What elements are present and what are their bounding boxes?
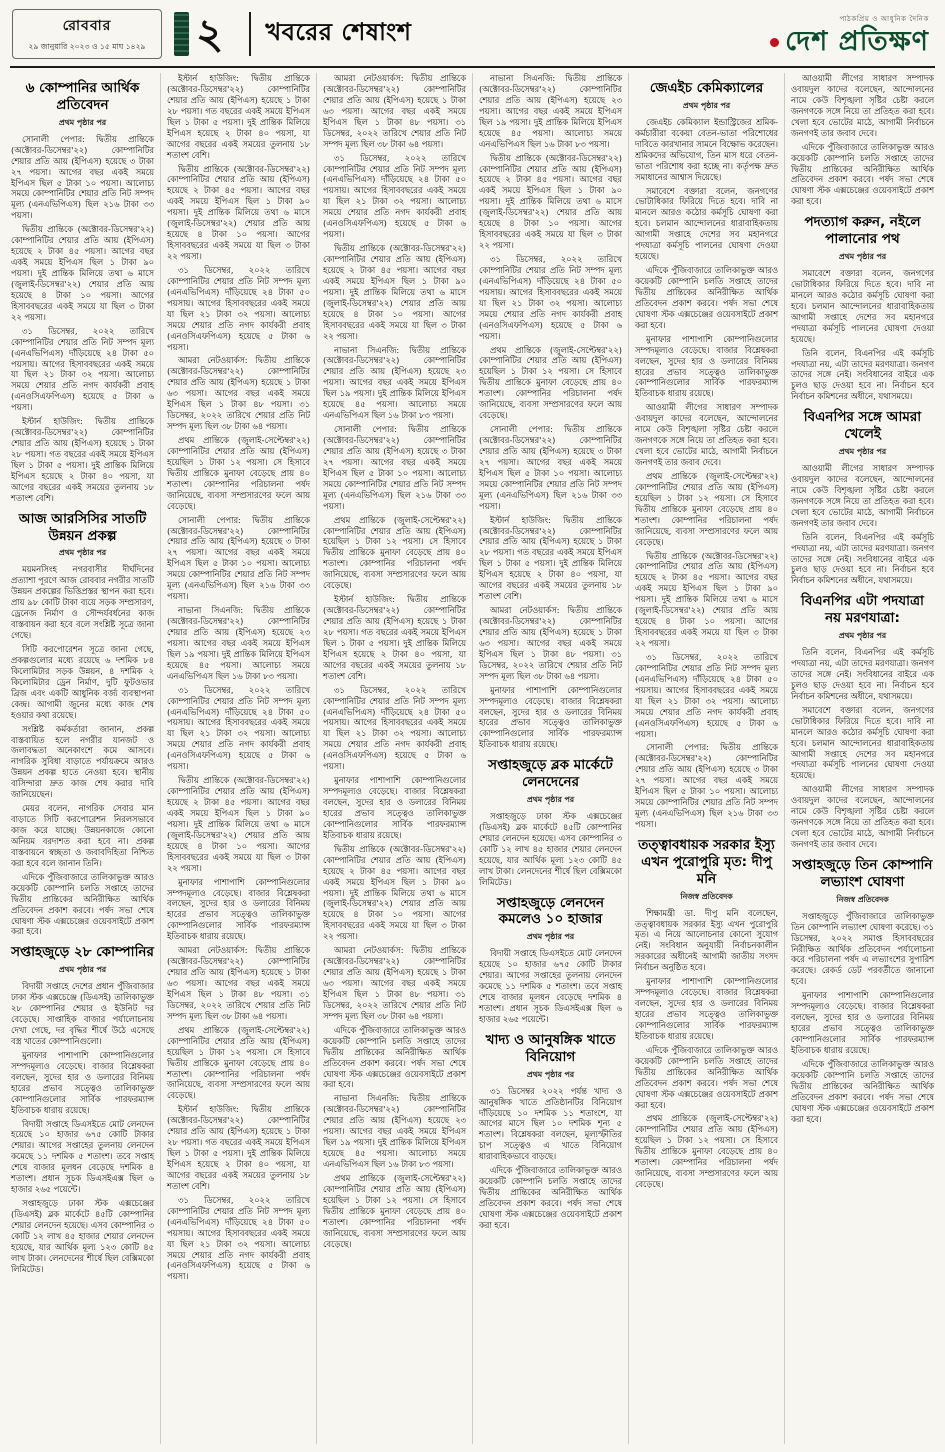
newspaper-logo	[770, 14, 933, 55]
paper-name-wrap	[770, 25, 929, 57]
body-paragraph: ৩১ ডিসেম্বর, ২০২২ তারিখে কোম্পানিটির শেয়ার প্রতি নিট সম্পদ মূল্য (এনএভিপিএস) দাঁড়িয়েছে ২৪ টাকা ৫০ পয়সায়। আগের হিসাববছরের একই সময়ে যা ছিল ২১ টাকা ৩২ পয়সা। আলোচ্য সময়ে শেয়ার প্রতি নগদ কার্যকরী প্রবাহ (এনওসিএফপিএস) হয়েছে ৫ টাকা ৬ পয়সা।	[167, 1194, 310, 1282]
body-paragraph: নাভানা সিএনজি: দ্বিতীয় প্রান্তিকে (অক্টোবর-ডিসেম্বর'২২) কোম্পানিটির শেয়ার প্রতি আয় (ইপিএস) হয়েছে ২৩ পয়সা। আগের বছর একই সময়ে ইপিএস ছিল ১৯ পয়সা। দুই প্রান্তিক মিলিয়ে ইপিএস হয়েছে ৪৫ পয়সা। আলোচ্য সময়ে এনএভিপিএস ছিল ১৬ টাকা ৮৩ পয়সা।	[479, 73, 622, 149]
continued-from-label: প্রথম পৃষ্ঠার পর	[58, 548, 107, 558]
body-paragraph: দ্বিতীয় প্রান্তিকে (অক্টোবর-ডিসেম্বর'২২) কোম্পানিটির শেয়ার প্রতি আয় (ইপিএস) হয়েছে ২ টাকা ৪৫ পয়সা। আগের বছর একই সময়ে ইপিএস ছিল ১ টাকা ৯০ পয়সা। দুই প্রান্তিক মিলিয়ে তথা ৬ মাসে (জুলাই-ডিসেম্বর'২২) শেয়ার প্রতি আয় হয়েছে ৪ টাকা ১০ পয়সা। আগের হিসাববছরের একই সময়ে যা ছিল ৩ টাকা ২২ পয়সা।	[11, 224, 154, 322]
news-column-1	[10, 73, 161, 1444]
body-paragraph: দ্বিতীয় প্রান্তিকে (অক্টোবর-ডিসেম্বর'২২) কোম্পানিটির শেয়ার প্রতি আয় (ইপিএস) হয়েছে ২ টাকা ৪৫ পয়সা। আগের বছর একই সময়ে ইপিএস ছিল ১ টাকা ৯০ পয়সা। দুই প্রান্তিক মিলিয়ে তথা ৬ মাসে (জুলাই-ডিসেম্বর'২২) শেয়ার প্রতি আয় হয়েছে ৪ টাকা ১০ পয়সা। আগের হিসাববছরের একই সময়ে যা ছিল ৩ টাকা ২২ পয়সা।	[167, 775, 310, 873]
body-paragraph: ময়মনসিংহ নগরবাসীর দীর্ঘদিনের প্রত্যাশা পূরণে আজ রোববার নগরীর সাতটি উন্নয়ন প্রকল্পের ভিত্তিপ্রস্তর স্থাপন করা হবে। প্রায় ৯৮ কোটি টাকা ব্যয়ে সড়ক সম্প্রসারণ, ড্রেনেজ নির্মাণ ও সৌন্দর্যবর্ধনের কাজ বাস্তবায়ন করা হবে বলে সংশ্লিষ্ট সূত্রে জানা গেছে।	[11, 564, 154, 641]
body-paragraph: নাভানা সিএনজি: দ্বিতীয় প্রান্তিকে (অক্টোবর-ডিসেম্বর'২২) কোম্পানিটির শেয়ার প্রতি আয় (ইপিএস) হয়েছে ২৩ পয়সা। আগের বছর একই সময়ে ইপিএস ছিল ১৯ পয়সা। দুই প্রান্তিক মিলিয়ে ইপিএস হয়েছে ৪৫ পয়সা। আলোচ্য সময়ে এনএভিপিএস ছিল ১৬ টাকা ৮৩ পয়সা।	[323, 344, 466, 421]
article-headline: পদত্যাগ করুন, নইলে পালানোর পথ	[804, 214, 921, 248]
body-paragraph: আমরা নেটওয়ার্কস: দ্বিতীয় প্রান্তিকে (অক্টোবর-ডিসেম্বর'২২) কোম্পানিটির শেয়ার প্রতি আয় (ইপিএস) হয়েছে ১ টাকা ৬৩ পয়সা। আগের বছর একই সময়ে ইপিএস ছিল ১ টাকা ৪৮ পয়সা। ৩১ ডিসেম্বর, ২০২২ তারিখে শেয়ার প্রতি নিট সম্পদ মূল্য ছিল ৩৮ টাকা ৬৪ পয়সা।	[323, 73, 466, 149]
body-paragraph: মুনাফার পাশাপাশি কোম্পানিগুলোর সম্পদমূল্যও বেড়েছে। বাজার বিশ্লেষকরা বলছেন, সুদের হার ও ডলারের বিনিময় হারের প্রভাব সত্ত্বেও তালিকাভুক্ত কোম্পানিগুলোর সার্বিক পারফরম্যান্স ইতিবাচক ধারায় রয়েছে।	[323, 775, 466, 840]
body-paragraph: সপ্তাহজুড়ে ঢাকা স্টক এক্সচেঞ্জের (ডিএসই) ব্লক মার্কেটে ৪৫টি কোম্পানির শেয়ার লেনদেন হয়েছে। এসব কোম্পানির ৩ কোটি ১২ লাখ ৪৫ হাজার শেয়ার লেনদেন হয়েছে, যার আর্থিক মূল্য ১২৩ কোটি ৪৫ লাখ টাকা। লেনদেনের শীর্ষে ছিল বেক্সিমকো লিমিটেড।	[479, 811, 622, 887]
body-paragraph: ৩১ ডিসেম্বর ২০২২ পর্যন্ত খাদ্য ও আনুষঙ্গিক খাতে প্রতিষ্ঠানটির বিনিয়োগ দাঁড়িয়েছে ১০ দশমিক ১১ শতাংশে, যা আগের মাসে ছিল ১০ দশমিক শূন্য ৫ শতাংশ। বিশ্লেষকরা বলছেন, মূল্যস্ফীতির চাপ সত্ত্বেও এ খাতে বিনিয়োগ ধারাবাহিকভাবে বাড়ছে।	[479, 1085, 622, 1162]
body-paragraph: আমরা নেটওয়ার্কস: দ্বিতীয় প্রান্তিকে (অক্টোবর-ডিসেম্বর'২২) কোম্পানিটির শেয়ার প্রতি আয় (ইপিএস) হয়েছে ১ টাকা ৬৩ পয়সা। আগের বছর একই সময়ে ইপিএস ছিল ১ টাকা ৪৮ পয়সা। ৩১ ডিসেম্বর, ২০২২ তারিখে শেয়ার প্রতি নিট সম্পদ মূল্য ছিল ৩৮ টাকা ৬৪ পয়সা।	[479, 605, 622, 681]
body-paragraph: ৩১ ডিসেম্বর, ২০২২ তারিখে কোম্পানিটির শেয়ার প্রতি নিট সম্পদ মূল্য (এনএভিপিএস) দাঁড়িয়েছে ২৪ টাকা ৫০ পয়সায়। আগের হিসাববছরের একই সময়ে যা ছিল ২১ টাকা ৩২ পয়সা। আলোচ্য সময়ে শেয়ার প্রতি নগদ কার্যকরী প্রবাহ (এনওসিএফপিএস) হয়েছে ৫ টাকা ৬ পয়সা।	[167, 684, 310, 772]
masthead-divider	[249, 12, 251, 56]
body-paragraph: এদিকে পুঁজিবাজারে তালিকাভুক্ত আরও কয়েকটি কোম্পানি চলতি সপ্তাহে তাদের দ্বিতীয় প্রান্তিকের অনিরীক্ষিত আর্থিক প্রতিবেদন প্রকাশ করবে। পর্ষদ সভা শেষে ঘোষণা স্টক এক্সচেঞ্জের ওয়েবসাইটে প্রকাশ করা হবে।	[635, 265, 778, 330]
body-paragraph: সোনালী পেপার: দ্বিতীয় প্রান্তিকে (অক্টোবর-ডিসেম্বর'২২) কোম্পানিটির শেয়ার প্রতি আয় (ইপিএস) হয়েছে ৩ টাকা ২৭ পয়সা। আগের বছর একই সময়ে ইপিএস ছিল ৫ টাকা ১০ পয়সা। আলোচ্য সময়ে কোম্পানিটির শেয়ার প্রতি নিট সম্পদ মূল্য (এনএভিপিএস) ছিল ২১৬ টাকা ৩৩ পয়সা।	[635, 742, 778, 829]
body-paragraph: সোনালী পেপার: দ্বিতীয় প্রান্তিকে (অক্টোবর-ডিসেম্বর'২২) কোম্পানিটির শেয়ার প্রতি আয় (ইপিএস) হয়েছে ৩ টাকা ২৭ পয়সা। আগের বছর একই সময়ে ইপিএস ছিল ৫ টাকা ১০ পয়সা। আলোচ্য সময়ে কোম্পানিটির শেয়ার প্রতি নিট সম্পদ মূল্য (এনএভিপিএস) ছিল ২১৬ টাকা ৩৩ পয়সা।	[479, 424, 622, 511]
body-paragraph: এদিকে পুঁজিবাজারে তালিকাভুক্ত আরও কয়েকটি কোম্পানি চলতি সপ্তাহে তাদের দ্বিতীয় প্রান্তিকের অনিরীক্ষিত আর্থিক প্রতিবেদন প্রকাশ করবে। পর্ষদ সভা শেষে ঘোষণা স্টক এক্সচেঞ্জের ওয়েবসাইটে প্রকাশ করা হবে।	[635, 1044, 778, 1110]
body-paragraph: সংশ্লিষ্ট কর্মকর্তারা জানান, প্রকল্প বাস্তবায়িত হলে নগরীর যানজট ও জলাবদ্ধতা অনেকাংশে কমে আসবে। নাগরিক সুবিধা বাড়াতে পর্যায়ক্রমে আরও উন্নয়ন প্রকল্প হাতে নেওয়া হবে। স্থানীয় বাসিন্দারা দ্রুত কাজ শেষ করার দাবি জানিয়েছেন।	[11, 723, 154, 800]
paper-name: দেশ প্রতিক্ষণ	[785, 25, 929, 57]
body-paragraph: ইস্টার্ন হাউজিং: দ্বিতীয় প্রান্তিকে (অক্টোবর-ডিসেম্বর'২২) কোম্পানিটির শেয়ার প্রতি আয় (ইপিএস) হয়েছে ১ টাকা ২৮ পয়সা। গত বছরের একই সময়ে ইপিএস ছিল ১ টাকা ৫ পয়সা। দুই প্রান্তিক মিলিয়ে ইপিএস হয়েছে ২ টাকা ৪০ পয়সা, যা আগের বছরের একই সময়ের তুলনায় ১৮ শতাংশ বেশি।	[167, 73, 310, 160]
body-paragraph: বিদায়ী সপ্তাহে ডিএসইতে মোট লেনদেন হয়েছে ১০ হাজার ৬৭৫ কোটি টাকার শেয়ার। আগের সপ্তাহের তুলনায় লেনদেন কমেছে ১১ দশমিক ৫ শতাংশ। তবে সপ্তাহ শেষে বাজার মূলধন বেড়েছে দশমিক ৪ শতাংশ। প্রধান সূচক ডিএসইএক্স ছিল ৬ হাজার ২৬৫ পয়েন্টে।	[479, 948, 622, 1024]
body-paragraph: ৩১ ডিসেম্বর, ২০২২ তারিখে কোম্পানিটির শেয়ার প্রতি নিট সম্পদ মূল্য (এনএভিপিএস) দাঁড়িয়েছে ২৪ টাকা ৫০ পয়সায়। আগের হিসাববছরের একই সময়ে যা ছিল ২১ টাকা ৩২ পয়সা। আলোচ্য সময়ে শেয়ার প্রতি নগদ কার্যকরী প্রবাহ (এনওসিএফপিএস) হয়েছে ৫ টাকা ৬ পয়সা।	[635, 651, 778, 739]
news-columns	[10, 68, 935, 1444]
body-paragraph: তিনি বলেন, বিএনপির এই কর্মসূচি পদযাত্রা নয়, এটা তাদের মরণযাত্রা। জনগণ তাদের সঙ্গে নেই। সংবিধানের বাইরে এক চুলও ছাড় দেওয়া হবে না। নির্বাচন হবে নির্বাচন কমিশনের অধীনে, যথাসময়ে।	[791, 347, 934, 402]
body-paragraph: দ্বিতীয় প্রান্তিকে (অক্টোবর-ডিসেম্বর'২২) কোম্পানিটির শেয়ার প্রতি আয় (ইপিএস) হয়েছে ২ টাকা ৪৫ পয়সা। আগের বছর একই সময়ে ইপিএস ছিল ১ টাকা ৯০ পয়সা। দুই প্রান্তিক মিলিয়ে তথা ৬ মাসে (জুলাই-ডিসেম্বর'২২) শেয়ার প্রতি আয় হয়েছে ৪ টাকা ১০ পয়সা। আগের হিসাববছরের একই সময়ে যা ছিল ৩ টাকা ২২ পয়সা।	[479, 152, 622, 251]
news-column-3	[317, 73, 473, 1444]
body-paragraph: জেএইচ কেমিক্যাল ইন্ডাস্ট্রিজের শ্রমিক-কর্মচারীরা বকেয়া বেতন-ভাতা পরিশোধের দাবিতে কারখানার সামনে বিক্ষোভ করেছেন। শ্রমিকদের অভিযোগ, তিন মাস ধরে বেতন-ভাতা পরিশোধ করা হচ্ছে না। কর্তৃপক্ষ দ্রুত সমাধানের আশ্বাস দিয়েছে।	[635, 116, 778, 182]
body-paragraph: দ্বিতীয় প্রান্তিকে (অক্টোবর-ডিসেম্বর'২২) কোম্পানিটির শেয়ার প্রতি আয় (ইপিএস) হয়েছে ২ টাকা ৪৫ পয়সা। আগের বছর একই সময়ে ইপিএস ছিল ১ টাকা ৯০ পয়সা। দুই প্রান্তিক মিলিয়ে তথা ৬ মাসে (জুলাই-ডিসেম্বর'২২) শেয়ার প্রতি আয় হয়েছে ৪ টাকা ১০ পয়সা। আগের হিসাববছরের একই সময়ে যা ছিল ৩ টাকা ২২ পয়সা।	[635, 550, 778, 648]
body-paragraph: আওয়ামী লীগের সাধারণ সম্পাদক ওবায়দুল কাদের বলেছেন, আন্দোলনের নামে কেউ বিশৃঙ্খলা সৃষ্টির চেষ্টা করলে জনগণকে সঙ্গে নিয়ে তা প্রতিহত করা হবে। খেলা হবে ভোটের মাঠে, আগামী নির্বাচনে জনগণই তার জবাব দেবে।	[791, 73, 934, 138]
body-paragraph: দ্বিতীয় প্রান্তিকে (অক্টোবর-ডিসেম্বর'২২) কোম্পানিটির শেয়ার প্রতি আয় (ইপিএস) হয়েছে ২ টাকা ৪৫ পয়সা। আগের বছর একই সময়ে ইপিএস ছিল ১ টাকা ৯০ পয়সা। দুই প্রান্তিক মিলিয়ে তথা ৬ মাসে (জুলাই-ডিসেম্বর'২২) শেয়ার প্রতি আয় হয়েছে ৪ টাকা ১০ পয়সা। আগের হিসাববছরের একই সময়ে যা ছিল ৩ টাকা ২২ পয়সা।	[323, 243, 466, 341]
continued-from-label: প্রথম পৃষ্ঠার পর	[838, 447, 887, 456]
body-paragraph: সপ্তাহজুড়ে পুঁজিবাজারে তালিকাভুক্ত তিন কোম্পানি লভ্যাংশ ঘোষণা করেছে। ৩১ ডিসেম্বর, ২০২২ সমাপ্ত হিসাববছরের নিরীক্ষিত আর্থিক প্রতিবেদন পর্যালোচনা করে পরিচালনা পর্ষদ এ লভ্যাংশের সুপারিশ করেছে। রেকর্ড ডেট পরবর্তীতে জানানো হবে।	[791, 910, 934, 987]
body-paragraph: এদিকে পুঁজিবাজারে তালিকাভুক্ত আরও কয়েকটি কোম্পানি চলতি সপ্তাহে তাদের দ্বিতীয় প্রান্তিকের অনিরীক্ষিত আর্থিক প্রতিবেদন প্রকাশ করবে। পর্ষদ সভা শেষে ঘোষণা স্টক এক্সচেঞ্জের ওয়েবসাইটে প্রকাশ করা হবে।	[791, 141, 934, 207]
article-headline: বিএনপির এটা পদযাত্রা নয় মরণযাত্রা:	[801, 593, 924, 627]
body-paragraph: শিক্ষামন্ত্রী ডা. দীপু মনি বলেছেন, তত্ত্বাবধায়ক সরকার ইস্যু এখন পুরোপুরি মৃত। এ নিয়ে আলোচনার কোনো সুযোগ নেই। সংবিধান অনুযায়ী নির্বাচনকালীন সরকারের অধীনেই আগামী জাতীয় সংসদ নির্বাচন অনুষ্ঠিত হবে।	[635, 907, 778, 973]
body-paragraph: দ্বিতীয় প্রান্তিকে (অক্টোবর-ডিসেম্বর'২২) কোম্পানিটির শেয়ার প্রতি আয় (ইপিএস) হয়েছে ২ টাকা ৪৫ পয়সা। আগের বছর একই সময়ে ইপিএস ছিল ১ টাকা ৯০ পয়সা। দুই প্রান্তিক মিলিয়ে তথা ৬ মাসে (জুলাই-ডিসেম্বর'২২) শেয়ার প্রতি আয় হয়েছে ৪ টাকা ১০ পয়সা। আগের হিসাববছরের একই সময়ে যা ছিল ৩ টাকা ২২ পয়সা।	[323, 843, 466, 942]
body-paragraph: তিনি বলেন, বিএনপির এই কর্মসূচি পদযাত্রা নয়, এটা তাদের মরণযাত্রা। জনগণ তাদের সঙ্গে নেই। সংবিধানের বাইরে এক চুলও ছাড় দেওয়া হবে না। নির্বাচন হবে নির্বাচন কমিশনের অধীনে, যথাসময়ে।	[791, 531, 934, 586]
page-number: ২	[196, 9, 224, 58]
body-paragraph: সমাবেশে বক্তারা বলেন, জনগণের ভোটাধিকার ফিরিয়ে দিতে হবে। দাবি না মানলে আরও কঠোর কর্মসূচি ঘোষণা করা হবে। চলমান আন্দোলনের ধারাবাহিকতায় আগামী সপ্তাহে দেশের সব মহানগরে পদযাত্রা কর্মসূচি পালনের ঘোষণা দেওয়া হয়েছে।	[791, 704, 934, 781]
body-paragraph: আওয়ামী লীগের সাধারণ সম্পাদক ওবায়দুল কাদের বলেছেন, আন্দোলনের নামে কেউ বিশৃঙ্খলা সৃষ্টির চেষ্টা করলে জনগণকে সঙ্গে নিয়ে তা প্রতিহত করা হবে। খেলা হবে ভোটের মাঠে, আগামী নির্বাচনে জনগণই তার জবাব দেবে।	[791, 463, 934, 528]
body-paragraph: ইস্টার্ন হাউজিং: দ্বিতীয় প্রান্তিকে (অক্টোবর-ডিসেম্বর'২২) কোম্পানিটির শেয়ার প্রতি আয় (ইপিএস) হয়েছে ১ টাকা ২৮ পয়সা। গত বছরের একই সময়ে ইপিএস ছিল ১ টাকা ৫ পয়সা। দুই প্রান্তিক মিলিয়ে ইপিএস হয়েছে ২ টাকা ৪০ পয়সা, যা আগের বছরের একই সময়ের তুলনায় ১৮ শতাংশ বেশি।	[167, 1104, 310, 1191]
body-paragraph: প্রথম প্রান্তিকে (জুলাই-সেপ্টেম্বর'২২) কোম্পানিটির শেয়ার প্রতি আয় (ইপিএস) হয়েছিল ১ টাকা ১২ পয়সা। সে হিসাবে দ্বিতীয় প্রান্তিকে মুনাফা বেড়েছে প্রায় ৪০ শতাংশ। কোম্পানির পরিচালনা পর্ষদ জানিয়েছে, ব্যবসা সম্প্রসারণের ফলে আয় বেড়েছে।	[635, 470, 778, 547]
body-paragraph: নাভানা সিএনজি: দ্বিতীয় প্রান্তিকে (অক্টোবর-ডিসেম্বর'২২) কোম্পানিটির শেয়ার প্রতি আয় (ইপিএস) হয়েছে ২৩ পয়সা। আগের বছর একই সময়ে ইপিএস ছিল ১৯ পয়সা। দুই প্রান্তিক মিলিয়ে ইপিএস হয়েছে ৪৫ পয়সা। আলোচ্য সময়ে এনএভিপিএস ছিল ১৬ টাকা ৮৩ পয়সা।	[323, 1093, 466, 1169]
body-paragraph: সমাবেশে বক্তারা বলেন, জনগণের ভোটাধিকার ফিরিয়ে দিতে হবে। দাবি না মানলে আরও কঠোর কর্মসূচি ঘোষণা করা হবে। চলমান আন্দোলনের ধারাবাহিকতায় আগামী সপ্তাহে দেশের সব মহানগরে পদযাত্রা কর্মসূচি পালনের ঘোষণা দেওয়া হয়েছে।	[635, 185, 778, 262]
body-paragraph: বিদায়ী সপ্তাহে দেশের প্রধান পুঁজিবাজার ঢাকা স্টক এক্সচেঞ্জে (ডিএসই) তালিকাভুক্ত ২৮ কোম্পানির শেয়ার ও ইউনিট দর বেড়েছে। সাপ্তাহিক বাজার পর্যালোচনায় দেখা গেছে, দর বৃদ্ধির শীর্ষে উঠে এসেছে বস্ত্র খাতের কোম্পানিগুলো।	[11, 981, 154, 1046]
byline: নিজস্ব প্রতিবেদক	[836, 894, 889, 904]
body-paragraph: এদিকে পুঁজিবাজারে তালিকাভুক্ত আরও কয়েকটি কোম্পানি চলতি সপ্তাহে তাদের দ্বিতীয় প্রান্তিকের অনিরীক্ষিত আর্থিক প্রতিবেদন প্রকাশ করবে। পর্ষদ সভা শেষে ঘোষণা স্টক এক্সচেঞ্জের ওয়েবসাইটে প্রকাশ করা হবে।	[479, 1165, 622, 1230]
article-headline: সপ্তাহজুড়ে ব্লক মার্কেটে লেনদেনের	[488, 757, 613, 791]
body-paragraph: সোনালী পেপার: দ্বিতীয় প্রান্তিকে (অক্টোবর-ডিসেম্বর'২২) কোম্পানিটির শেয়ার প্রতি আয় (ইপিএস) হয়েছে ৩ টাকা ২৭ পয়সা। আগের বছর একই সময়ে ইপিএস ছিল ৫ টাকা ১০ পয়সা। আলোচ্য সময়ে কোম্পানিটির শেয়ার প্রতি নিট সম্পদ মূল্য (এনএভিপিএস) ছিল ২১৬ টাকা ৩৩ পয়সা।	[11, 133, 154, 221]
body-paragraph: ইস্টার্ন হাউজিং: দ্বিতীয় প্রান্তিকে (অক্টোবর-ডিসেম্বর'২২) কোম্পানিটির শেয়ার প্রতি আয় (ইপিএস) হয়েছে ১ টাকা ২৮ পয়সা। গত বছরের একই সময়ে ইপিএস ছিল ১ টাকা ৫ পয়সা। দুই প্রান্তিক মিলিয়ে ইপিএস হয়েছে ২ টাকা ৪০ পয়সা, যা আগের বছরের একই সময়ের তুলনায় ১৮ শতাংশ বেশি।	[11, 416, 154, 503]
body-paragraph: প্রথম প্রান্তিকে (জুলাই-সেপ্টেম্বর'২২) কোম্পানিটির শেয়ার প্রতি আয় (ইপিএস) হয়েছিল ১ টাকা ১২ পয়সা। সে হিসাবে দ্বিতীয় প্রান্তিকে মুনাফা বেড়েছে প্রায় ৪০ শতাংশ। কোম্পানির পরিচালনা পর্ষদ জানিয়েছে, ব্যবসা সম্প্রসারণের ফলে আয় বেড়েছে।	[167, 435, 310, 511]
body-paragraph: মুনাফার পাশাপাশি কোম্পানিগুলোর সম্পদমূল্যও বেড়েছে। বাজার বিশ্লেষকরা বলছেন, সুদের হার ও ডলারের বিনিময় হারের প্রভাব সত্ত্বেও তালিকাভুক্ত কোম্পানিগুলোর সার্বিক পারফরম্যান্স ইতিবাচক ধারায় রয়েছে।	[479, 684, 622, 750]
body-paragraph: প্রথম প্রান্তিকে (জুলাই-সেপ্টেম্বর'২২) কোম্পানিটির শেয়ার প্রতি আয় (ইপিএস) হয়েছিল ১ টাকা ১২ পয়সা। সে হিসাবে দ্বিতীয় প্রান্তিকে মুনাফা বেড়েছে প্রায় ৪০ শতাংশ। কোম্পানির পরিচালনা পর্ষদ জানিয়েছে, ব্যবসা সম্প্রসারণের ফলে আয় বেড়েছে।	[323, 514, 466, 591]
article-headline: খাদ্য ও আনুষঙ্গিক খাতে বিনিয়োগ	[485, 1031, 616, 1065]
news-column-4	[473, 73, 629, 1444]
body-paragraph: সমাবেশে বক্তারা বলেন, জনগণের ভোটাধিকার ফিরিয়ে দিতে হবে। দাবি না মানলে আরও কঠোর কর্মসূচি ঘোষণা করা হবে। চলমান আন্দোলনের ধারাবাহিকতায় আগামী সপ্তাহে দেশের সব মহানগরে পদযাত্রা কর্মসূচি পালনের ঘোষণা দেওয়া হয়েছে।	[791, 268, 934, 344]
byline: নিজস্ব প্রতিবেদক	[680, 891, 733, 901]
body-paragraph: ইস্টার্ন হাউজিং: দ্বিতীয় প্রান্তিকে (অক্টোবর-ডিসেম্বর'২২) কোম্পানিটির শেয়ার প্রতি আয় (ইপিএস) হয়েছে ১ টাকা ২৮ পয়সা। গত বছরের একই সময়ে ইপিএস ছিল ১ টাকা ৫ পয়সা। দুই প্রান্তিক মিলিয়ে ইপিএস হয়েছে ২ টাকা ৪০ পয়সা, যা আগের বছরের একই সময়ের তুলনায় ১৮ শতাংশ বেশি।	[479, 514, 622, 602]
body-paragraph: ৩১ ডিসেম্বর, ২০২২ তারিখে কোম্পানিটির শেয়ার প্রতি নিট সম্পদ মূল্য (এনএভিপিএস) দাঁড়িয়েছে ২৪ টাকা ৫০ পয়সায়। আগের হিসাববছরের একই সময়ে যা ছিল ২১ টাকা ৩২ পয়সা। আলোচ্য সময়ে শেয়ার প্রতি নগদ কার্যকরী প্রবাহ (এনওসিএফপিএস) হয়েছে ৫ টাকা ৬ পয়সা।	[323, 684, 466, 772]
body-paragraph: ইস্টার্ন হাউজিং: দ্বিতীয় প্রান্তিকে (অক্টোবর-ডিসেম্বর'২২) কোম্পানিটির শেয়ার প্রতি আয় (ইপিএস) হয়েছে ১ টাকা ২৮ পয়সা। গত বছরের একই সময়ে ইপিএস ছিল ১ টাকা ৫ পয়সা। দুই প্রান্তিক মিলিয়ে ইপিএস হয়েছে ২ টাকা ৪০ পয়সা, যা আগের বছরের একই সময়ের তুলনায় ১৮ শতাংশ বেশি।	[323, 594, 466, 681]
article-headline: আজ আরসিসির সাতটি উন্নয়ন প্রকল্প	[18, 510, 147, 544]
article-headline: সপ্তাহজুড়ে ২৮ কোম্পানির	[11, 944, 154, 961]
article-headline: জেএইচ কেমিক্যালের	[649, 80, 764, 96]
body-paragraph: ৩১ ডিসেম্বর, ২০২২ তারিখে কোম্পানিটির শেয়ার প্রতি নিট সম্পদ মূল্য (এনএভিপিএস) দাঁড়িয়েছে ২৪ টাকা ৫০ পয়সায়। আগের হিসাববছরের একই সময়ে যা ছিল ২১ টাকা ৩২ পয়সা। আলোচ্য সময়ে শেয়ার প্রতি নগদ কার্যকরী প্রবাহ (এনওসিএফপিএস) হয়েছে ৫ টাকা ৬ পয়সা।	[323, 152, 466, 240]
masthead-ornament-icon	[174, 12, 189, 56]
body-paragraph: প্রথম প্রান্তিকে (জুলাই-সেপ্টেম্বর'২২) কোম্পানিটির শেয়ার প্রতি আয় (ইপিএস) হয়েছিল ১ টাকা ১২ পয়সা। সে হিসাবে দ্বিতীয় প্রান্তিকে মুনাফা বেড়েছে প্রায় ৪০ শতাংশ। কোম্পানির পরিচালনা পর্ষদ জানিয়েছে, ব্যবসা সম্প্রসারণের ফলে আয় বেড়েছে।	[323, 1172, 466, 1249]
article-headline: বিএনপির সঙ্গে আমরা খেলেই	[803, 409, 922, 443]
logo-tagline: পাঠকপ্রিয় ও আধুনিক দৈনিক	[839, 13, 929, 23]
masthead	[10, 4, 935, 68]
date-box	[12, 9, 162, 59]
body-paragraph: আওয়ামী লীগের সাধারণ সম্পাদক ওবায়দুল কাদের বলেছেন, আন্দোলনের নামে কেউ বিশৃঙ্খলা সৃষ্টির চেষ্টা করলে জনগণকে সঙ্গে নিয়ে তা প্রতিহত করা হবে। খেলা হবে ভোটের মাঠে, আগামী নির্বাচনে জনগণই তার জবাব দেবে।	[791, 784, 934, 849]
continued-from-label: প্রথম পৃষ্ঠার পর	[526, 1069, 575, 1079]
body-paragraph: আওয়ামী লীগের সাধারণ সম্পাদক ওবায়দুল কাদের বলেছেন, আন্দোলনের নামে কেউ বিশৃঙ্খলা সৃষ্টির চেষ্টা করলে জনগণকে সঙ্গে নিয়ে তা প্রতিহত করা হবে। খেলা হবে ভোটের মাঠে, আগামী নির্বাচনে জনগণই তার জবাব দেবে।	[635, 402, 778, 467]
body-paragraph: আমরা নেটওয়ার্কস: দ্বিতীয় প্রান্তিকে (অক্টোবর-ডিসেম্বর'২২) কোম্পানিটির শেয়ার প্রতি আয় (ইপিএস) হয়েছে ১ টাকা ৬৩ পয়সা। আগের বছর একই সময়ে ইপিএস ছিল ১ টাকা ৪৮ পয়সা। ৩১ ডিসেম্বর, ২০২২ তারিখে শেয়ার প্রতি নিট সম্পদ মূল্য ছিল ৩৮ টাকা ৬৪ পয়সা।	[323, 945, 466, 1021]
body-paragraph: মুনাফার পাশাপাশি কোম্পানিগুলোর সম্পদমূল্যও বেড়েছে। বাজার বিশ্লেষকরা বলছেন, সুদের হার ও ডলারের বিনিময় হারের প্রভাব সত্ত্বেও তালিকাভুক্ত কোম্পানিগুলোর সার্বিক পারফরম্যান্স ইতিবাচক ধারায় রয়েছে।	[791, 990, 934, 1055]
continued-from-label: প্রথম পৃষ্ঠার পর	[58, 117, 107, 127]
body-paragraph: মুনাফার পাশাপাশি কোম্পানিগুলোর সম্পদমূল্যও বেড়েছে। বাজার বিশ্লেষকরা বলছেন, সুদের হার ও ডলারের বিনিময় হারের প্রভাব সত্ত্বেও তালিকাভুক্ত কোম্পানিগুলোর সার্বিক পারফরম্যান্স ইতিবাচক ধারায় রয়েছে।	[635, 333, 778, 399]
body-paragraph: ৩১ ডিসেম্বর, ২০২২ তারিখে কোম্পানিটির শেয়ার প্রতি নিট সম্পদ মূল্য (এনএভিপিএস) দাঁড়িয়েছে ২৪ টাকা ৫০ পয়সায়। আগের হিসাববছরের একই সময়ে যা ছিল ২১ টাকা ৩২ পয়সা। আলোচ্য সময়ে শেয়ার প্রতি নগদ কার্যকরী প্রবাহ (এনওসিএফপিএস) হয়েছে ৫ টাকা ৬ পয়সা।	[479, 254, 622, 341]
continued-from-label: প্রথম পৃষ্ঠার পর	[838, 631, 887, 641]
section-title: খবরের শেষাংশ	[265, 18, 412, 46]
body-paragraph: দ্বিতীয় প্রান্তিকে (অক্টোবর-ডিসেম্বর'২২) কোম্পানিটির শেয়ার প্রতি আয় (ইপিএস) হয়েছে ২ টাকা ৪৫ পয়সা। আগের বছর একই সময়ে ইপিএস ছিল ১ টাকা ৯০ পয়সা। দুই প্রান্তিক মিলিয়ে তথা ৬ মাসে (জুলাই-ডিসেম্বর'২২) শেয়ার প্রতি আয় হয়েছে ৪ টাকা ১০ পয়সা। আগের হিসাববছরের একই সময়ে যা ছিল ৩ টাকা ২২ পয়সা।	[167, 163, 310, 261]
continued-from-label: প্রথম পৃষ্ঠার পর	[526, 795, 575, 804]
body-paragraph: সপ্তাহজুড়ে ঢাকা স্টক এক্সচেঞ্জের (ডিএসই) ব্লক মার্কেটে ৪৫টি কোম্পানির শেয়ার লেনদেন হয়েছে। এসব কোম্পানির ৩ কোটি ১২ লাখ ৪৫ হাজার শেয়ার লেনদেন হয়েছে, যার আর্থিক মূল্য ১২৩ কোটি ৪৫ লাখ টাকা। লেনদেনের শীর্ষে ছিল বেক্সিমকো লিমিটেড।	[11, 1198, 154, 1274]
body-paragraph: ৩১ ডিসেম্বর, ২০২২ তারিখে কোম্পানিটির শেয়ার প্রতি নিট সম্পদ মূল্য (এনএভিপিএস) দাঁড়িয়েছে ২৪ টাকা ৫০ পয়সায়। আগের হিসাববছরের একই সময়ে যা ছিল ২১ টাকা ৩২ পয়সা। আলোচ্য সময়ে শেয়ার প্রতি নগদ কার্যকরী প্রবাহ (এনওসিএফপিএস) হয়েছে ৫ টাকা ৬ পয়সা।	[11, 325, 154, 413]
weekday-label: রোববার	[62, 18, 112, 34]
continued-from-label: প্রথম পৃষ্ঠার পর	[682, 100, 731, 110]
body-paragraph: মুনাফার পাশাপাশি কোম্পানিগুলোর সম্পদমূল্যও বেড়েছে। বাজার বিশ্লেষকরা বলছেন, সুদের হার ও ডলারের বিনিময় হারের প্রভাব সত্ত্বেও তালিকাভুক্ত কোম্পানিগুলোর সার্বিক পারফরম্যান্স ইতিবাচক ধারায় রয়েছে।	[167, 876, 310, 942]
article-headline: সপ্তাহজুড়ে লেনদেন কমলেও ১০ হাজার	[496, 894, 605, 928]
body-paragraph: আমরা নেটওয়ার্কস: দ্বিতীয় প্রান্তিকে (অক্টোবর-ডিসেম্বর'২২) কোম্পানিটির শেয়ার প্রতি আয় (ইপিএস) হয়েছে ১ টাকা ৬৩ পয়সা। আগের বছর একই সময়ে ইপিএস ছিল ১ টাকা ৪৮ পয়সা। ৩১ ডিসেম্বর, ২০২২ তারিখে শেয়ার প্রতি নিট সম্পদ মূল্য ছিল ৩৮ টাকা ৬৪ পয়সা।	[167, 945, 310, 1021]
news-column-2	[161, 73, 317, 1444]
news-column-5	[629, 73, 785, 1444]
date-label: ২৯ জানুয়ারি ২০২৩ ও ১৫ মাঘ ১৪২৯	[28, 42, 146, 51]
news-column-6	[785, 73, 935, 1444]
article-headline: সপ্তাহজুড়ে তিন কোম্পানি লভ্যাংশ ঘোষণা	[792, 856, 933, 890]
body-paragraph: এদিকে পুঁজিবাজারে তালিকাভুক্ত আরও কয়েকটি কোম্পানি চলতি সপ্তাহে তাদের দ্বিতীয় প্রান্তিকের অনিরীক্ষিত আর্থিক প্রতিবেদন প্রকাশ করবে। পর্ষদ সভা শেষে ঘোষণা স্টক এক্সচেঞ্জের ওয়েবসাইটে প্রকাশ করা হবে।	[323, 1024, 466, 1090]
body-paragraph: সোনালী পেপার: দ্বিতীয় প্রান্তিকে (অক্টোবর-ডিসেম্বর'২২) কোম্পানিটির শেয়ার প্রতি আয় (ইপিএস) হয়েছে ৩ টাকা ২৭ পয়সা। আগের বছর একই সময়ে ইপিএস ছিল ৫ টাকা ১০ পয়সা। আলোচ্য সময়ে কোম্পানিটির শেয়ার প্রতি নিট সম্পদ মূল্য (এনএভিপিএস) ছিল ২১৬ টাকা ৩৩ পয়সা।	[323, 424, 466, 511]
body-paragraph: সোনালী পেপার: দ্বিতীয় প্রান্তিকে (অক্টোবর-ডিসেম্বর'২২) কোম্পানিটির শেয়ার প্রতি আয় (ইপিএস) হয়েছে ৩ টাকা ২৭ পয়সা। আগের বছর একই সময়ে ইপিএস ছিল ৫ টাকা ১০ পয়সা। আলোচ্য সময়ে কোম্পানিটির শেয়ার প্রতি নিট সম্পদ মূল্য (এনএভিপিএস) ছিল ২১৬ টাকা ৩৩ পয়সা।	[167, 514, 310, 602]
body-paragraph: নাভানা সিএনজি: দ্বিতীয় প্রান্তিকে (অক্টোবর-ডিসেম্বর'২২) কোম্পানিটির শেয়ার প্রতি আয় (ইপিএস) হয়েছে ২৩ পয়সা। আগের বছর একই সময়ে ইপিএস ছিল ১৯ পয়সা। দুই প্রান্তিক মিলিয়ে ইপিএস হয়েছে ৪৫ পয়সা। আলোচ্য সময়ে এনএভিপিএস ছিল ১৬ টাকা ৮৩ পয়সা।	[167, 605, 310, 681]
article-headline: তত্ত্বাবধায়ক সরকার ইস্যু এখন পুরোপুরি মৃত: দীপু মনি	[638, 836, 775, 887]
body-paragraph: সিটি করপোরেশন সূত্রে জানা গেছে, প্রকল্পগুলোর মধ্যে রয়েছে ৬ দশমিক ৮৪ কিলোমিটার সড়ক উন্নয়ন, ৪ দশমিক ২ কিলোমিটার ড্রেন নির্মাণ, দুটি ফুটওভার ব্রিজ এবং একটি আধুনিক বর্জ্য ব্যবস্থাপনা কেন্দ্র। আগামী জুনের মধ্যে কাজ শেষ হওয়ার কথা রয়েছে।	[11, 644, 154, 720]
body-paragraph: প্রথম প্রান্তিকে (জুলাই-সেপ্টেম্বর'২২) কোম্পানিটির শেয়ার প্রতি আয় (ইপিএস) হয়েছিল ১ টাকা ১২ পয়সা। সে হিসাবে দ্বিতীয় প্রান্তিকে মুনাফা বেড়েছে প্রায় ৪০ শতাংশ। কোম্পানির পরিচালনা পর্ষদ জানিয়েছে, ব্যবসা সম্প্রসারণের ফলে আয় বেড়েছে।	[167, 1024, 310, 1101]
continued-from-label: প্রথম পৃষ্ঠার পর	[526, 932, 575, 942]
body-paragraph: বিদায়ী সপ্তাহে ডিএসইতে মোট লেনদেন হয়েছে ১০ হাজার ৬৭৫ কোটি টাকার শেয়ার। আগের সপ্তাহের তুলনায় লেনদেন কমেছে ১১ দশমিক ৫ শতাংশ। তবে সপ্তাহ শেষে বাজার মূলধন বেড়েছে দশমিক ৪ শতাংশ। প্রধান সূচক ডিএসইএক্স ছিল ৬ হাজার ২৬৫ পয়েন্টে।	[11, 1118, 154, 1195]
body-paragraph: মেয়র বলেন, নাগরিক সেবার মান বাড়াতে সিটি করপোরেশন নিরলসভাবে কাজ করে যাচ্ছে। উন্নয়নকাজে কোনো অনিয়ম বরদাশত করা হবে না। প্রকল্প বাস্তবায়নে স্বচ্ছতা ও জবাবদিহিতা নিশ্চিত করা হবে বলে জানান তিনি।	[11, 803, 154, 868]
body-paragraph: তিনি বলেন, বিএনপির এই কর্মসূচি পদযাত্রা নয়, এটা তাদের মরণযাত্রা। জনগণ তাদের সঙ্গে নেই। সংবিধানের বাইরে এক চুলও ছাড় দেওয়া হবে না। নির্বাচন হবে নির্বাচন কমিশনের অধীনে, যথাসময়ে।	[791, 647, 934, 701]
body-paragraph: মুনাফার পাশাপাশি কোম্পানিগুলোর সম্পদমূল্যও বেড়েছে। বাজার বিশ্লেষকরা বলছেন, সুদের হার ও ডলারের বিনিময় হারের প্রভাব সত্ত্বেও তালিকাভুক্ত কোম্পানিগুলোর সার্বিক পারফরম্যান্স ইতিবাচক ধারায় রয়েছে।	[11, 1049, 154, 1115]
body-paragraph: এদিকে পুঁজিবাজারে তালিকাভুক্ত আরও কয়েকটি কোম্পানি চলতি সপ্তাহে তাদের দ্বিতীয় প্রান্তিকের অনিরীক্ষিত আর্থিক প্রতিবেদন প্রকাশ করবে। পর্ষদ সভা শেষে ঘোষণা স্টক এক্সচেঞ্জের ওয়েবসাইটে প্রকাশ করা হবে।	[791, 1058, 934, 1124]
body-paragraph: প্রথম প্রান্তিকে (জুলাই-সেপ্টেম্বর'২২) কোম্পানিটির শেয়ার প্রতি আয় (ইপিএস) হয়েছিল ১ টাকা ১২ পয়সা। সে হিসাবে দ্বিতীয় প্রান্তিকে মুনাফা বেড়েছে প্রায় ৪০ শতাংশ। কোম্পানির পরিচালনা পর্ষদ জানিয়েছে, ব্যবসা সম্প্রসারণের ফলে আয় বেড়েছে।	[635, 1113, 778, 1190]
body-paragraph: আমরা নেটওয়ার্কস: দ্বিতীয় প্রান্তিকে (অক্টোবর-ডিসেম্বর'২২) কোম্পানিটির শেয়ার প্রতি আয় (ইপিএস) হয়েছে ১ টাকা ৬৩ পয়সা। আগের বছর একই সময়ে ইপিএস ছিল ১ টাকা ৪৮ পয়সা। ৩১ ডিসেম্বর, ২০২২ তারিখে শেয়ার প্রতি নিট সম্পদ মূল্য ছিল ৩৮ টাকা ৬৪ পয়সা।	[167, 355, 310, 432]
body-paragraph: প্রথম প্রান্তিকে (জুলাই-সেপ্টেম্বর'২২) কোম্পানিটির শেয়ার প্রতি আয় (ইপিএস) হয়েছিল ১ টাকা ১২ পয়সা। সে হিসাবে দ্বিতীয় প্রান্তিকে মুনাফা বেড়েছে প্রায় ৪০ শতাংশ। কোম্পানির পরিচালনা পর্ষদ জানিয়েছে, ব্যবসা সম্প্রসারণের ফলে আয় বেড়েছে।	[479, 344, 622, 421]
continued-from-label: প্রথম পৃষ্ঠার পর	[58, 965, 107, 975]
body-paragraph: ৩১ ডিসেম্বর, ২০২২ তারিখে কোম্পানিটির শেয়ার প্রতি নিট সম্পদ মূল্য (এনএভিপিএস) দাঁড়িয়েছে ২৪ টাকা ৫০ পয়সায়। আগের হিসাববছরের একই সময়ে যা ছিল ২১ টাকা ৩২ পয়সা। আলোচ্য সময়ে শেয়ার প্রতি নগদ কার্যকরী প্রবাহ (এনওসিএফপিএস) হয়েছে ৫ টাকা ৬ পয়সা।	[167, 264, 310, 352]
body-paragraph: মুনাফার পাশাপাশি কোম্পানিগুলোর সম্পদমূল্যও বেড়েছে। বাজার বিশ্লেষকরা বলছেন, সুদের হার ও ডলারের বিনিময় হারের প্রভাব সত্ত্বেও তালিকাভুক্ত কোম্পানিগুলোর সার্বিক পারফরম্যান্স ইতিবাচক ধারায় রয়েছে।	[635, 976, 778, 1041]
logo-accent-icon	[770, 38, 779, 47]
continued-from-label: প্রথম পৃষ্ঠার পর	[838, 252, 887, 261]
article-headline: ৬ কোম্পানির আর্থিক প্রতিবেদন	[25, 80, 140, 113]
body-paragraph: এদিকে পুঁজিবাজারে তালিকাভুক্ত আরও কয়েকটি কোম্পানি চলতি সপ্তাহে তাদের দ্বিতীয় প্রান্তিকের অনিরীক্ষিত আর্থিক প্রতিবেদন প্রকাশ করবে। পর্ষদ সভা শেষে ঘোষণা স্টক এক্সচেঞ্জের ওয়েবসাইটে প্রকাশ করা হবে।	[11, 871, 154, 937]
page-number-ornament	[174, 9, 224, 58]
